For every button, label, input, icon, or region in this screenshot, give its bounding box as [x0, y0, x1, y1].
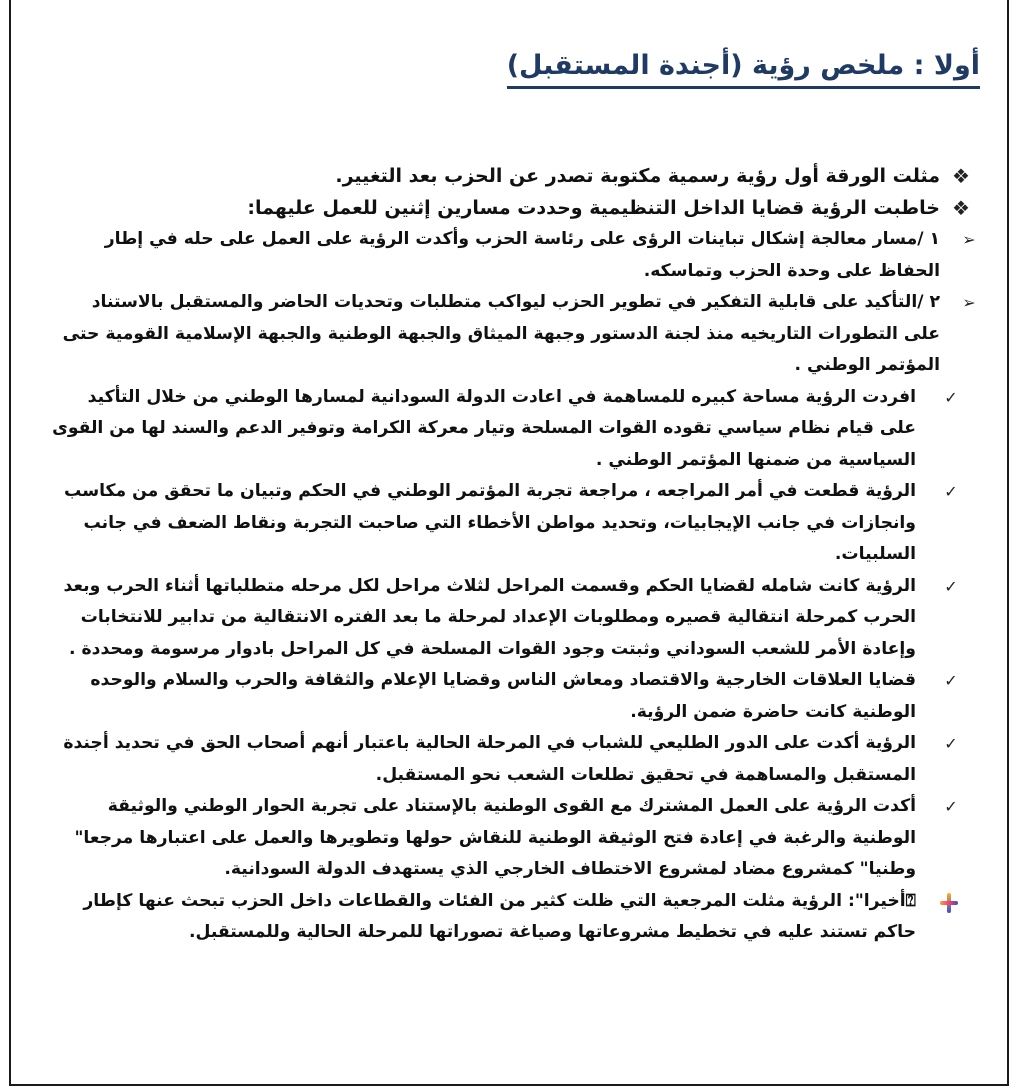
checkmark-icon: ✓: [944, 734, 958, 753]
lead-point-text: مثلت الورقة أول رؤية رسمية مكتوبة تصدر عن الحزب بعد التغيير.: [335, 165, 940, 187]
check-item: [50, 571, 980, 666]
check-text: الرؤية قطعت في أمر المراجعه ، مراجعة تجربة المؤتمر الوطني في الحكم وتبيان ما تحقق من مكاسب وانجازات في جانب الإيجابيات، وتحديد مواطن الأخطاء التي صاحبت التجربة ونقاط الضعف في جانب السلبيات.: [64, 481, 916, 564]
checkmark-icon: ✓: [944, 387, 958, 407]
check-text: أكدت الرؤية على العمل المشترك مع القوى الوطنية بالإستناد على تجربة الحوار الوطني والوثيقة الوطنية والرغبة في إعادة فتح الوثيقة الوطنية للنقاش حولها وتطويرها والعمل على اعتبارها مرجعا" وطنيا" كمشروع مضاد لمشروع الاختطاف الخارجي الذي يستهدف الدولة السودانية.: [74, 796, 916, 879]
diamond-bullet-icon: ❖: [952, 196, 970, 220]
track-item: [50, 224, 980, 287]
lead-point-text: خاطبت الرؤية قضايا الداخل التنظيمية وحددت مسارين إثنين للعمل عليهما:: [247, 197, 940, 219]
lead-point: [50, 192, 980, 224]
checkmark-icon: ✓: [944, 576, 958, 596]
diamond-bullet-icon: ❖: [952, 164, 970, 188]
check-item: [50, 791, 980, 886]
four-point-star-icon: [938, 891, 960, 913]
check-item: [50, 476, 980, 571]
content-list: [50, 160, 980, 949]
track-text: ١ /مسار معالجة إشكال تباينات الرؤى على رئاسة الحزب وأكدت الرؤية على العمل على حله في إطار الحفاظ على وحدة الحزب وتماسكه.: [104, 229, 940, 281]
arrow-bullet-icon: ➢: [962, 230, 976, 249]
track-item: [50, 287, 980, 382]
closing-text: ⍰أخيرا": الرؤية مثلت المرجعية التي ظلت كثير من الفئات والقطاعات داخل الحزب تبحث عنها كإطار حاكم تستند عليه في تخطيط مشروعاتها وصياغة تصوراتها للمرحلة الحالية وللمستقبل.: [83, 890, 916, 942]
checkmark-icon: ✓: [944, 482, 958, 501]
page-title: أولا : ملخص رؤية (أجندة المستقبل): [507, 48, 980, 89]
check-text: قضايا العلاقات الخارجية والاقتصاد ومعاش الناس وقضايا الإعلام والثقافة والحرب والسلام والوحده الوطنية كانت حاضرة ضمن الرؤية.: [90, 670, 916, 722]
closing-item: [50, 886, 980, 949]
check-item: [50, 382, 980, 477]
check-text: الرؤية كانت شامله لقضايا الحكم وقسمت المراحل لثلاث مراحل لكل مرحله متطلباتها أثناء الحرب وبعد الحرب كمرحلة انتقالية قصيره ومطلوبات الإعداد لمرحلة ما بعد الفتره الانتقالية من تدابير للانتخابات وإعادة الأمر للشعب السوداني وثبتت وجود القوات المسلحة في كل المراحل بادوار مرسومة ومحددة .: [63, 575, 916, 659]
check-text: افردت الرؤية مساحة كبيره للمساهمة في اعادت الدولة السودانية لمسارها الوطني من خلال التأكيد على قيام نظام سياسي تقوده القوات المسلحة وتيار معركة الكرامة وتوفير الدعم والسند لها من القوى السياسية من ضمنها المؤتمر الوطني .: [52, 386, 916, 470]
check-text: الرؤية أكدت على الدور الطليعي للشباب في المرحلة الحالية باعتبار أنهم أصحاب الحق في تحديد أجندة المستقبل والمساهمة في تحقيق تطلعات الشعب نحو المستقبل.: [63, 733, 916, 785]
track-text: ٢ /التأكيد على قابلية التفكير في تطوير الحزب ليواكب متطلبات وتحديات الحاضر والمستقبل بالاستناد على التطورات التاريخيه منذ لجنة الدستور وجبهة الميثاق والجبهة الوطنية والجبهة الإسلامية القومية حتى المؤتمر الوطني .: [62, 292, 940, 375]
arrow-bullet-icon: ➢: [962, 293, 976, 312]
check-item: [50, 728, 980, 791]
lead-point: [50, 160, 980, 192]
check-item: [50, 665, 980, 728]
checkmark-icon: ✓: [944, 671, 958, 690]
heading-container: [506, 48, 980, 89]
checkmark-icon: ✓: [944, 797, 958, 816]
